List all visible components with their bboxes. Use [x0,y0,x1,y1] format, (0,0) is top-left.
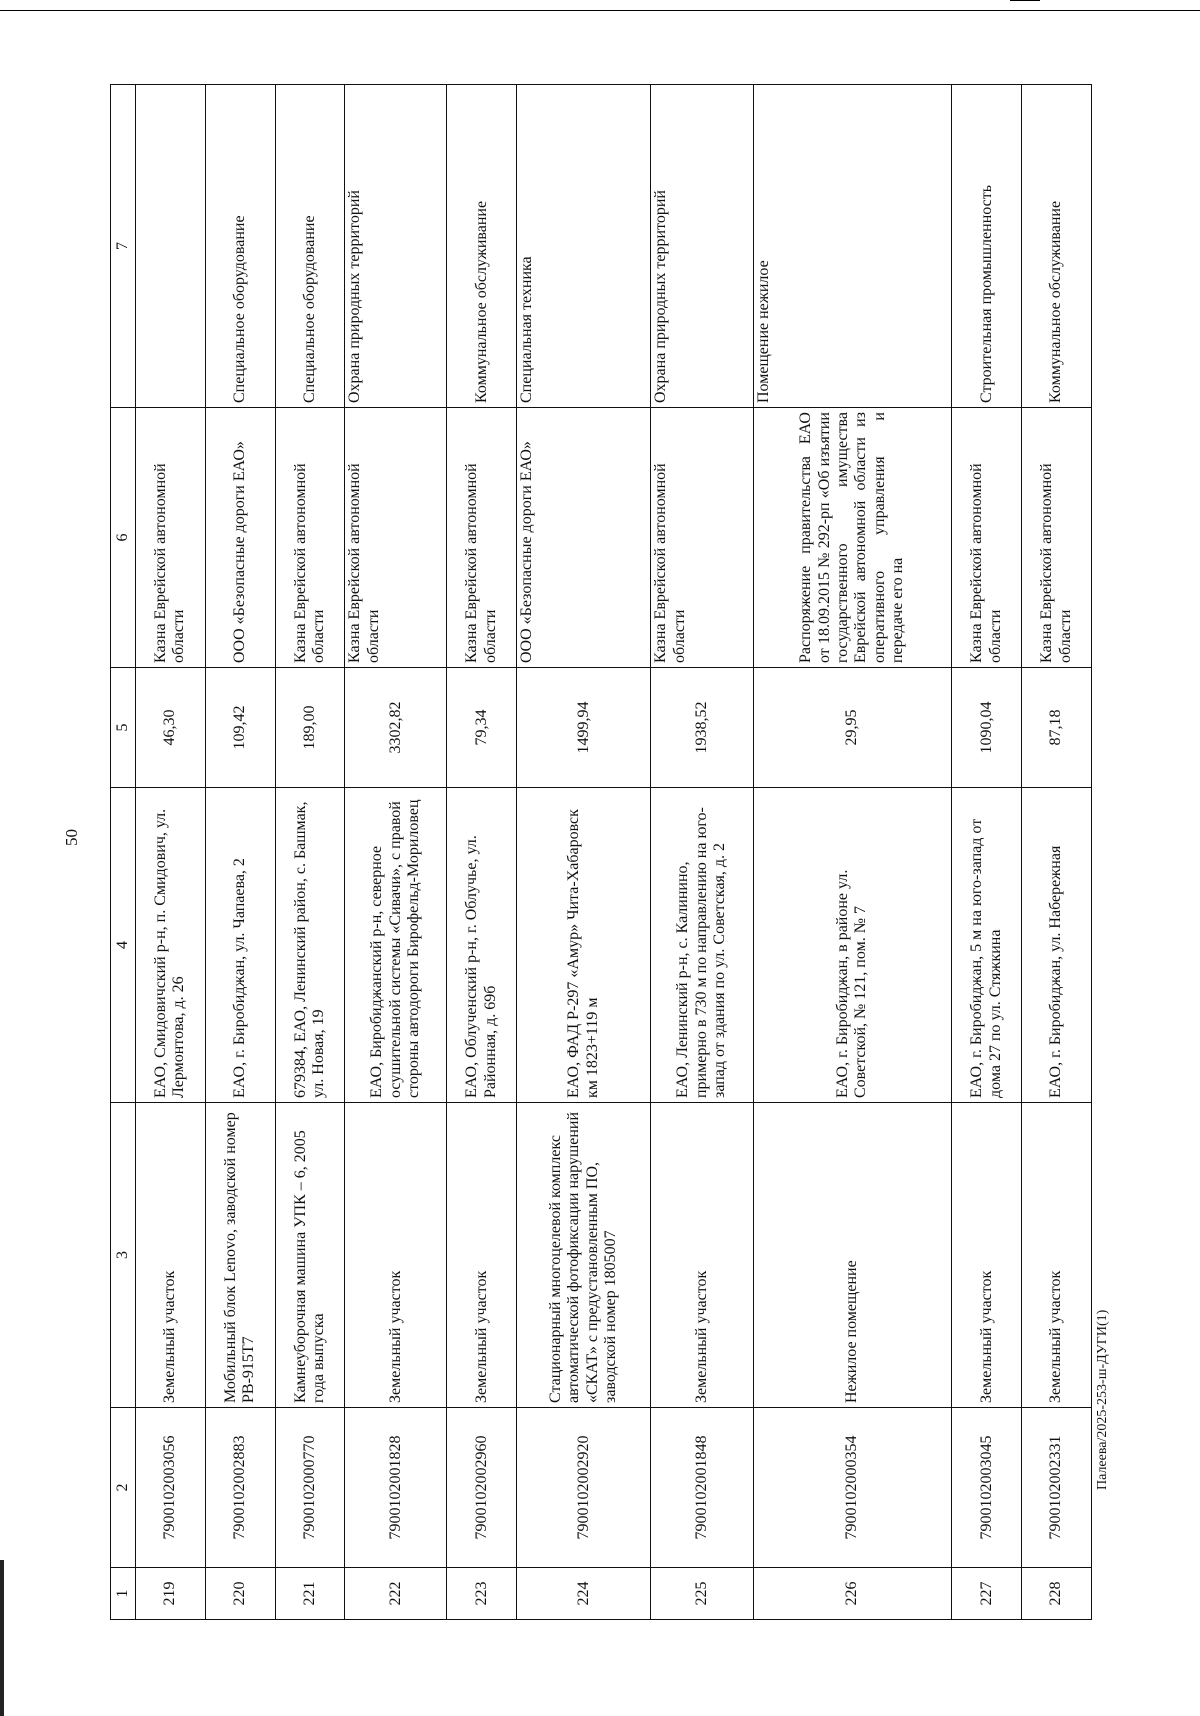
row-number: 222 [345,1568,447,1620]
header-col-4: 4 [111,788,136,1103]
registry-number: 7900102001848 [651,1408,753,1568]
object-name: Стационарный многоцелевой комплекс автоматической фотофиксации нарушений «СКАТ» с предустановленным ПО, заводской номер 1805007 [517,1103,651,1408]
row-number: 228 [1022,1568,1092,1620]
header-col-3: 3 [111,1103,136,1408]
object-name: Нежилое помещение [753,1103,952,1408]
purpose: Специальное оборудование [275,85,345,408]
table-row [205,85,275,1620]
address: ЕАО, Облученский р-н, г. Облучье, ул. Районная, д. 69б [447,788,517,1103]
row-number: 221 [275,1568,345,1620]
table-row [1022,85,1092,1620]
object-name: Земельный участок [136,1103,206,1408]
holder: ООО «Безопасные дороги ЕАО» [205,408,275,668]
rotated-table-container [110,85,1092,1620]
object-name: Мобильный блок Lenovo, заводской номер PB-915T7 [205,1103,275,1408]
value: 29,95 [753,668,952,788]
holder: Распоряжение правительства ЕАО от 18.09.2015 № 292-рп «Об изъятии государственного имущества Еврейской автономной области из оперативного управления и передаче его на [753,408,952,668]
registry-number: 7900102002331 [1022,1408,1092,1568]
table-row [952,85,1022,1620]
table-row [136,85,206,1620]
row-number: 223 [447,1568,517,1620]
value: 109,42 [205,668,275,788]
value: 1938,52 [651,668,753,788]
registry-number: 7900102002883 [205,1408,275,1568]
value: 3302,82 [345,668,447,788]
row-number: 220 [205,1568,275,1620]
holder: Казна Еврейской автономной области [952,408,1022,668]
row-number: 227 [952,1568,1022,1620]
registry-number: 7900102002960 [447,1408,517,1568]
object-name: Земельный участок [952,1103,1022,1408]
table-header-row [111,85,136,1620]
purpose: Специальная техника [517,85,651,408]
scan-left-edge [0,1560,4,1716]
registry-number: 7900102000770 [275,1408,345,1568]
value: 87,18 [1022,668,1092,788]
value: 79,34 [447,668,517,788]
row-number: 226 [753,1568,952,1620]
purpose: Охрана природных территорий [345,85,447,408]
holder: Казна Еврейской автономной области [136,408,206,668]
holder: Казна Еврейской автономной области [651,408,753,668]
table-row [517,85,651,1620]
object-name: Земельный участок [651,1103,753,1408]
address: ЕАО, г. Биробиджан, в районе ул. Советской, № 121, пом. № 7 [753,788,952,1103]
value: 189,00 [275,668,345,788]
property-table [110,84,1092,1620]
purpose: Коммунальное обслуживание [447,85,517,408]
purpose [136,85,206,408]
value: 1499,94 [517,668,651,788]
purpose: Специальное оборудование [205,85,275,408]
registry-number: 7900102003056 [136,1408,206,1568]
scan-mark [1010,0,1040,1]
registry-number: 7900102000354 [753,1408,952,1568]
registry-number: 7900102001828 [345,1408,447,1568]
address: ЕАО, Смидовичский р-н, п. Смидович, ул. Лермонтова, д. 26 [136,788,206,1103]
holder: Казна Еврейской автономной области [275,408,345,668]
address: ЕАО, Ленинский р-н, с. Калинино, примерно в 730 м по направлению на юго-запад от здания по ул. Советская, д. 2 [651,788,753,1103]
table-row [651,85,753,1620]
table-row [753,85,952,1620]
value: 1090,04 [952,668,1022,788]
holder: Казна Еврейской автономной области [345,408,447,668]
holder: ООО «Безопасные дороги ЕАО» [517,408,651,668]
address: ЕАО, г. Биробиджан, 5 м на юго-запад от дома 27 по ул. Стяжкина [952,788,1022,1103]
row-number: 224 [517,1568,651,1620]
header-col-1: 1 [111,1568,136,1620]
object-name: Земельный участок [345,1103,447,1408]
object-name: Камнеуборочная машина УПК – 6, 2005 года выпуска [275,1103,345,1408]
purpose: Строительная промышленность [952,85,1022,408]
purpose: Охрана природных территорий [651,85,753,408]
row-number: 219 [136,1568,206,1620]
object-name: Земельный участок [447,1103,517,1408]
page-number: 50 [62,829,81,846]
registry-number: 7900102003045 [952,1408,1022,1568]
purpose: Помещение нежилое [753,85,952,408]
table-row [447,85,517,1620]
holder: Казна Еврейской автономной области [1022,408,1092,668]
holder: Казна Еврейской автономной области [447,408,517,668]
address: 679384, ЕАО, Ленинский район, с. Башмак, ул. Новая, 19 [275,788,345,1103]
object-name: Земельный участок [1022,1103,1092,1408]
address: ЕАО, ФАД Р-297 «Амур» Чита-Хабаровск км 1823+119 м [517,788,651,1103]
row-number: 225 [651,1568,753,1620]
header-col-6: 6 [111,408,136,668]
address: ЕАО, г. Биробиджан, ул. Набережная [1022,788,1092,1103]
scan-top-line [0,10,1200,11]
header-col-5: 5 [111,668,136,788]
address: ЕАО, Биробиджанский р-н, северное осушительной системы «Сивачи», с правой стороны автодороги Бирофельд-Мориловец [345,788,447,1103]
value: 46,30 [136,668,206,788]
purpose: Коммунальное обслуживание [1022,85,1092,408]
header-col-7: 7 [111,85,136,408]
table-row [275,85,345,1620]
registry-number: 7900102002920 [517,1408,651,1568]
document-footer: Палеева/2025-253-ш-ДУГИ(1) [1095,1309,1110,1490]
header-col-2: 2 [111,1408,136,1568]
address: ЕАО, г. Биробиджан, ул. Чапаева, 2 [205,788,275,1103]
table-row [345,85,447,1620]
